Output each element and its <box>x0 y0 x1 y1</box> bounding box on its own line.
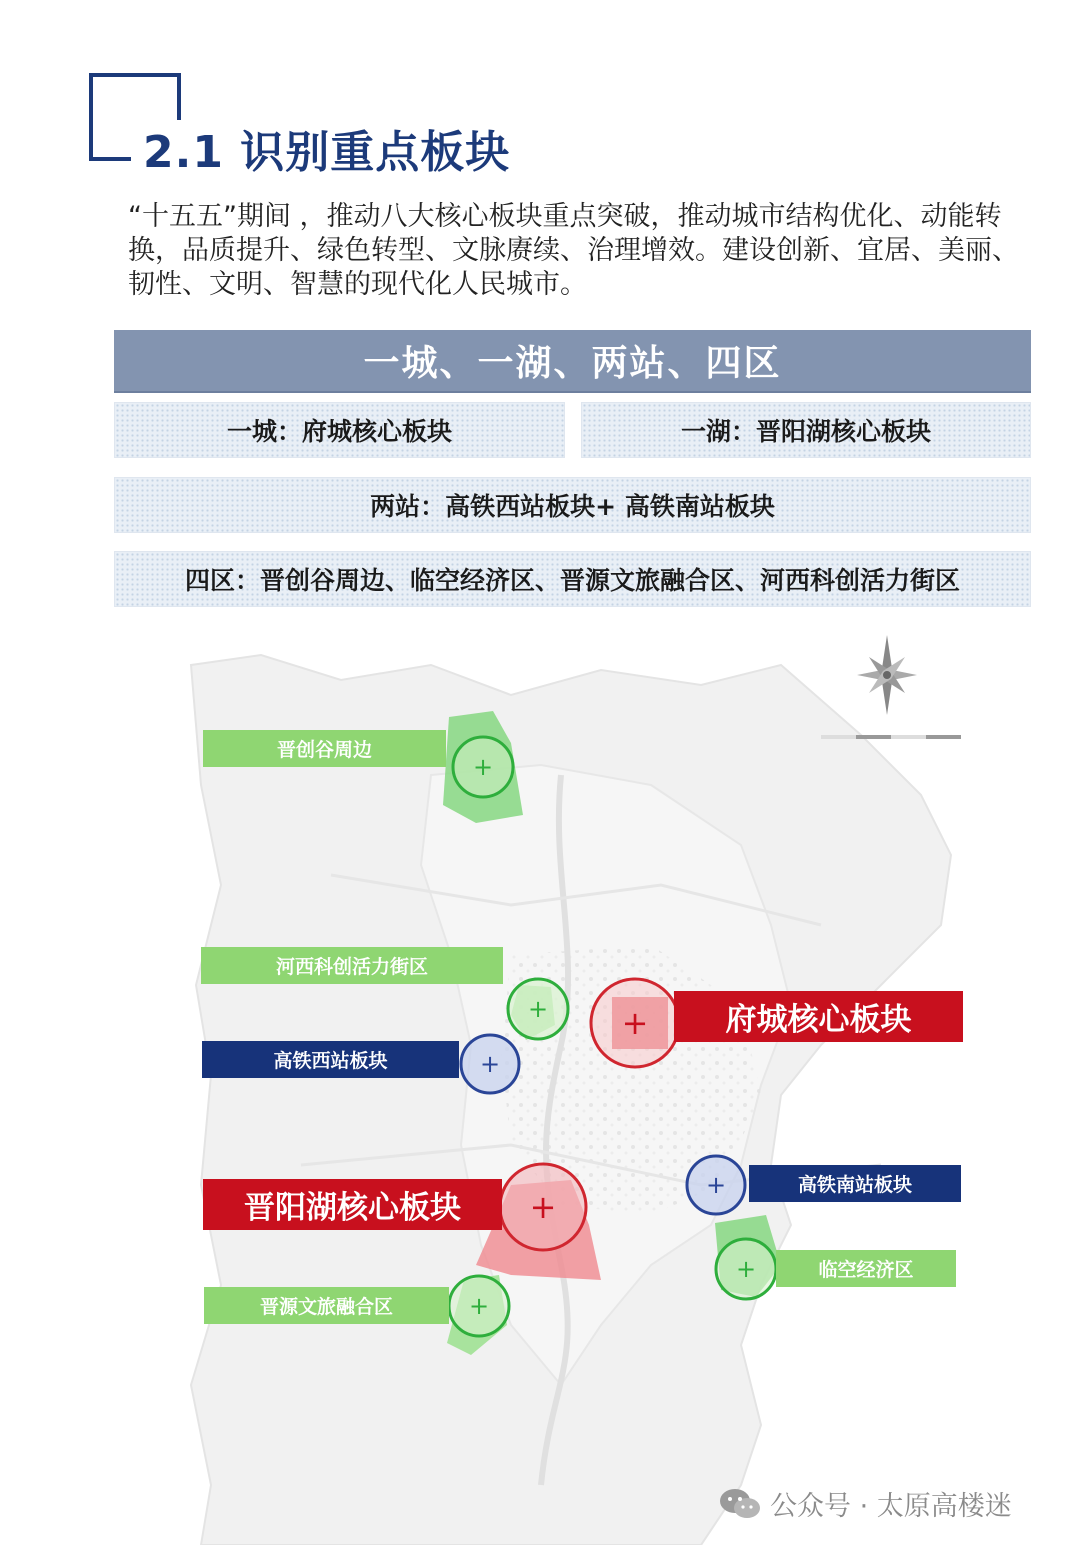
label-xizhan: 高铁西站板块 <box>202 1041 459 1078</box>
wechat-icon <box>718 1486 762 1522</box>
linkong-marker <box>716 1239 776 1299</box>
watermark <box>718 1484 1012 1523</box>
svg-text:+: + <box>621 1004 649 1042</box>
summary-banner: 一城、一湖、两站、四区 <box>114 330 1031 393</box>
svg-text:+: + <box>472 753 494 781</box>
label-hexi: 河西科创活力街区 <box>201 947 503 984</box>
district-map <box>181 625 963 1545</box>
label-jinchuanggu: 晋创谷周边 <box>203 730 446 767</box>
fucheng-marker <box>591 979 679 1067</box>
jinyuan-marker <box>449 1276 509 1336</box>
svg-text:+: + <box>529 1188 557 1226</box>
hexi-marker <box>508 979 568 1039</box>
label-fucheng: 府城核心板块 <box>674 991 963 1042</box>
section-number: 2.1 <box>143 127 224 178</box>
jinchuanggu-marker <box>453 737 513 797</box>
summary-qu: 四区：晋创谷周边、临空经济区、晋源文旅融合区、河西科创活力街区 <box>114 551 1031 607</box>
label-jinyanghu: 晋阳湖核心板块 <box>203 1179 502 1230</box>
jinyanghu-marker <box>500 1164 586 1250</box>
svg-text:+: + <box>705 1171 727 1199</box>
label-nanzhan: 高铁南站板块 <box>749 1165 961 1202</box>
nanzhan-marker <box>687 1156 745 1214</box>
label-jinyuan: 晋源文旅融合区 <box>204 1287 449 1324</box>
watermark-text: 公众号 · 太原高楼迷 <box>770 1491 1012 1522</box>
scale-bar <box>821 735 961 739</box>
section-title <box>143 116 510 180</box>
section-title-text: 识别重点板块 <box>240 127 511 178</box>
svg-text:+: + <box>468 1292 490 1320</box>
summary-zhan: 两站：高铁西站板块+ 高铁南站板块 <box>114 477 1031 533</box>
summary-cheng: 一城：府城核心板块 <box>114 402 565 458</box>
label-linkong: 临空经济区 <box>776 1250 956 1287</box>
summary-hu: 一湖：晋阳湖核心板块 <box>581 402 1031 458</box>
svg-text:+: + <box>479 1050 501 1078</box>
intro-paragraph: “十五五”期间 ，推动八大核心板块重点突破，推动城市结构优化、动能转换，品质提升、绿色转型、文脉赓续、治理增效。建设创新、宜居、美丽、韧性、文明、智慧的现代化人民城市。 <box>128 201 1019 300</box>
xizhan-marker <box>461 1035 519 1093</box>
svg-text:+: + <box>527 995 549 1023</box>
svg-text:+: + <box>735 1255 757 1283</box>
